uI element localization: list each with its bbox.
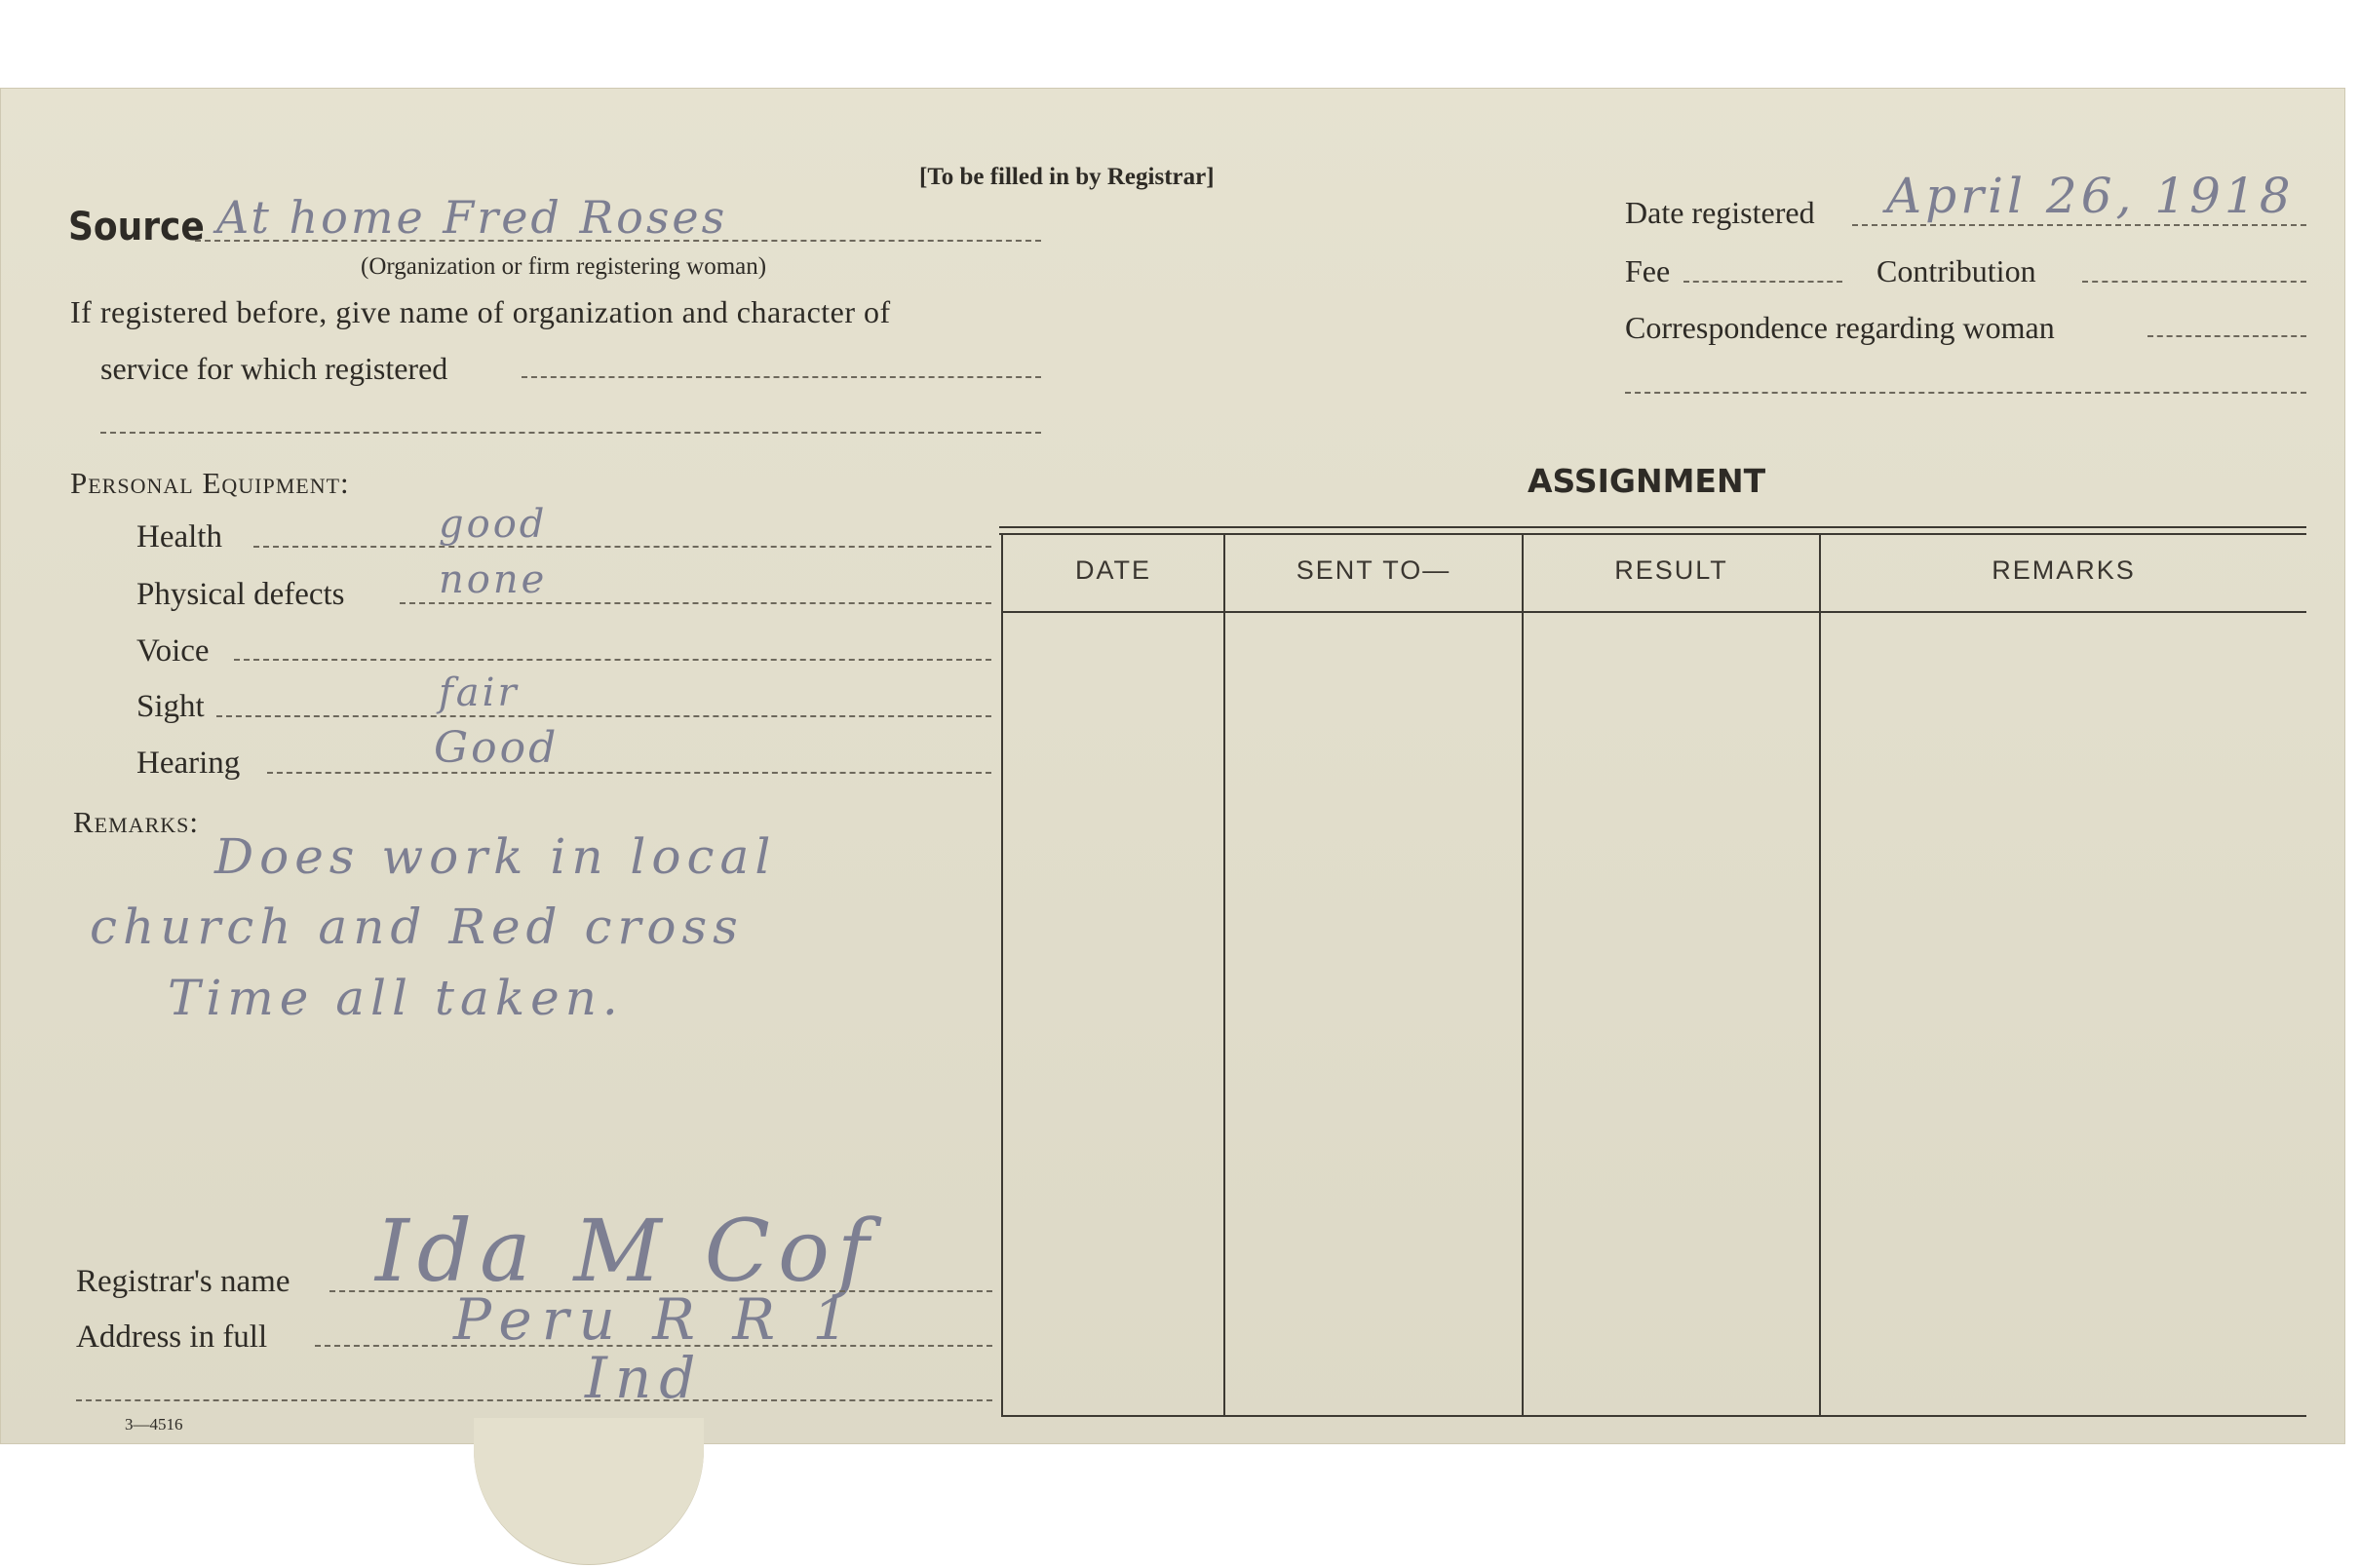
voice-label: Voice <box>136 633 210 669</box>
source-value: At home Fred Roses <box>216 191 728 244</box>
table-header-rule <box>1002 611 2306 613</box>
date-registered-value: April 26, 1918 <box>1886 168 2295 224</box>
hearing-value: Good <box>434 723 560 773</box>
registration-card <box>0 88 2345 1444</box>
table-top-rule-2 <box>999 533 2306 535</box>
physical-defects-line <box>400 602 991 604</box>
col-header-date: DATE <box>1074 555 1151 585</box>
address-line1: Peru R R 1 <box>453 1286 859 1353</box>
remarks-title: Remarks: <box>73 805 199 839</box>
health-line <box>253 546 991 548</box>
health-label: Health <box>136 519 222 555</box>
hearing-label: Hearing <box>136 746 241 781</box>
registered-before-line2: service for which registered <box>100 351 448 386</box>
correspondence-extra-line <box>1625 392 2306 394</box>
physical-defects-value: none <box>439 557 548 602</box>
correspondence-label: Correspondence regarding woman <box>1625 310 2055 345</box>
contribution-label: Contribution <box>1876 253 2036 288</box>
address-label: Address in full <box>76 1319 268 1355</box>
col-header-sent-to: SENT TO— <box>1296 555 1451 585</box>
card-index-tab <box>474 1418 704 1564</box>
table-left-border <box>1001 535 1003 1417</box>
sight-label: Sight <box>136 689 205 724</box>
fee-label: Fee <box>1625 253 1671 288</box>
registered-before-extra-line <box>100 432 1041 434</box>
hearing-line <box>267 772 991 774</box>
registrar-name-value: Ida M Cof <box>375 1201 877 1301</box>
address-line2: Ind <box>585 1345 704 1411</box>
date-registered-line <box>1852 224 2306 226</box>
col-divider-1 <box>1223 535 1225 1417</box>
sight-value: fair <box>439 670 520 715</box>
health-value: good <box>439 502 548 547</box>
sight-line <box>216 715 991 717</box>
remarks-line2: church and Red cross <box>90 899 744 955</box>
assignment-title: ASSIGNMENT <box>1528 462 1766 500</box>
voice-line <box>234 659 991 661</box>
col-header-remarks: REMARKS <box>1992 555 2136 585</box>
remarks-line3: Time all taken. <box>168 970 624 1026</box>
col-header-result: RESULT <box>1614 555 1728 585</box>
address-extra-line <box>76 1399 992 1401</box>
physical-defects-label: Physical defects <box>136 577 345 612</box>
source-label: Source <box>68 205 205 249</box>
table-bottom-rule <box>1002 1415 2306 1417</box>
fee-line <box>1683 281 1842 283</box>
registered-before-line1: If registered before, give name of organization and character of <box>70 294 891 329</box>
registered-before-line <box>522 376 1041 378</box>
table-top-rule-1 <box>999 526 2306 528</box>
contribution-line <box>2082 281 2306 283</box>
correspondence-line <box>2147 335 2306 337</box>
registrar-name-label: Registrar's name <box>76 1264 290 1299</box>
registrar-instruction: [To be filled in by Registrar] <box>919 164 1215 190</box>
col-divider-2 <box>1522 535 1524 1417</box>
form-number: 3—4516 <box>125 1415 183 1434</box>
source-line <box>195 240 1041 242</box>
date-registered-label: Date registered <box>1625 195 1815 230</box>
remarks-line1: Does work in local <box>214 828 777 885</box>
source-caption: (Organization or firm registering woman) <box>361 253 767 280</box>
personal-equipment-title: Personal Equipment: <box>70 466 350 500</box>
col-divider-3 <box>1819 535 1821 1417</box>
address-line <box>315 1345 992 1347</box>
